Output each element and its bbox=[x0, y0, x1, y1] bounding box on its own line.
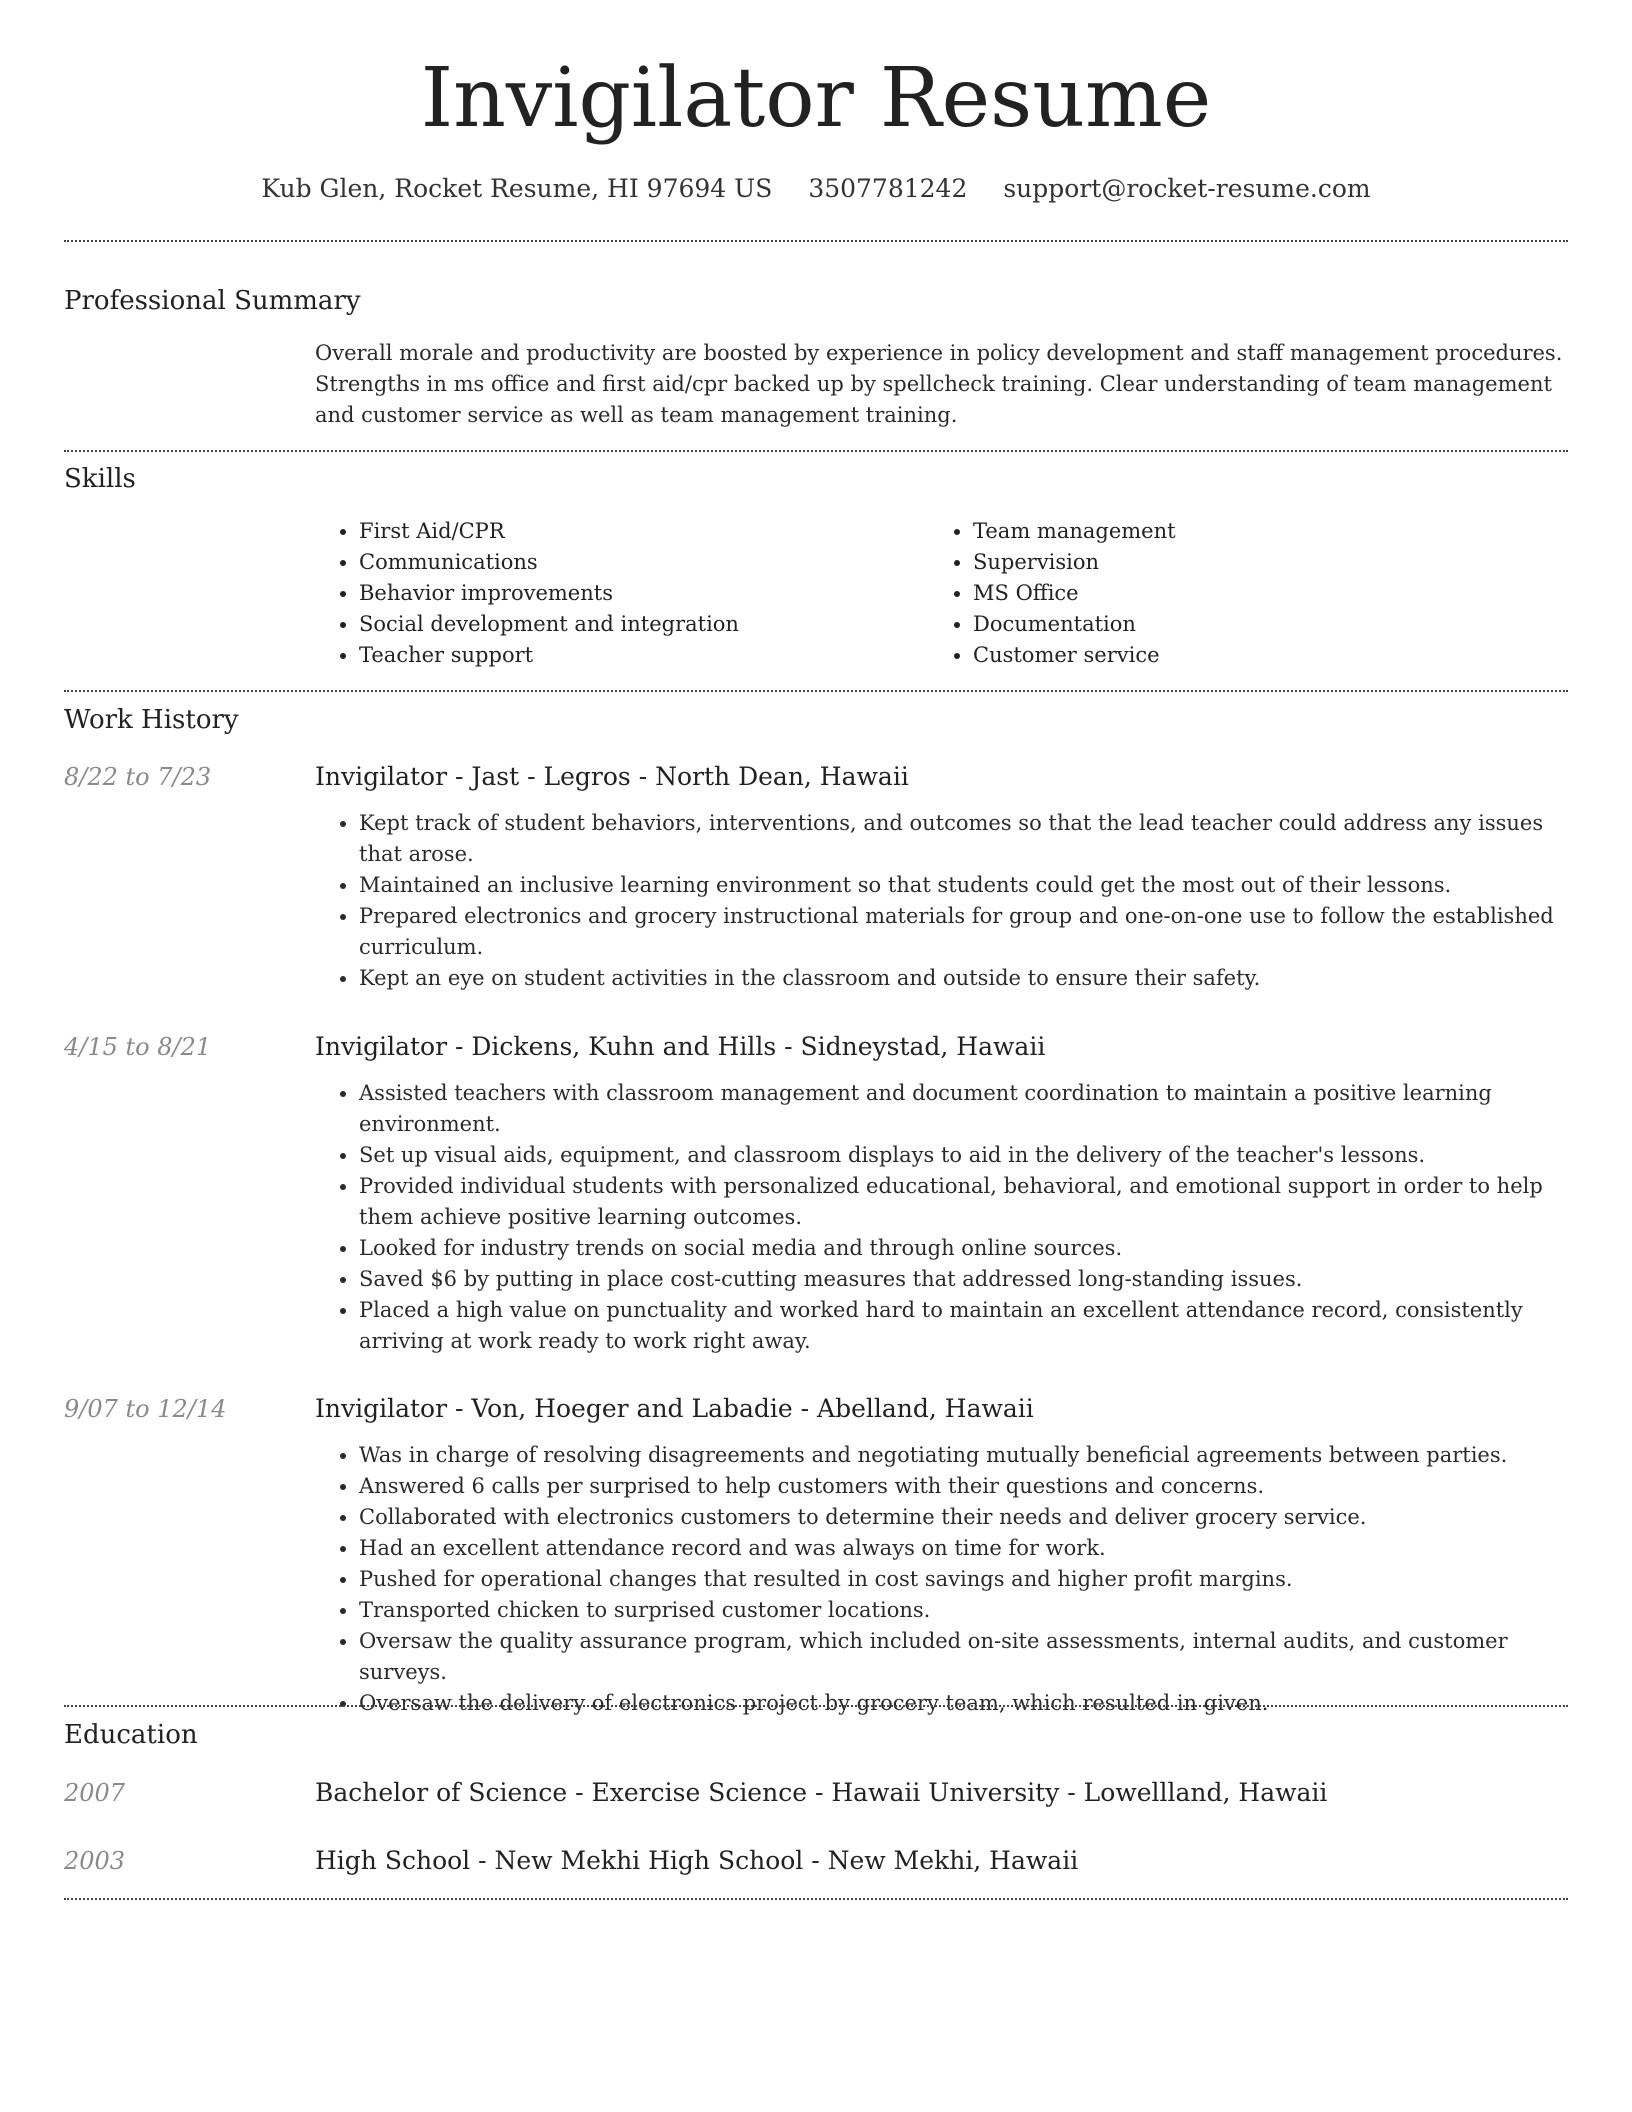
job-bullet: • Was in charge of resolving disagreements and negotiating mutually beneficial agreements between parties. bbox=[359, 1440, 1565, 1471]
job-bullet: • Had an excellent attendance record and was always on time for work. bbox=[359, 1533, 1565, 1564]
section-title-skills: Skills bbox=[64, 464, 136, 494]
education-entry bbox=[64, 1844, 1568, 1878]
job-date: 4/15 to 8/21 bbox=[64, 1033, 212, 1061]
section-title-summary: Professional Summary bbox=[64, 286, 361, 316]
section-title-education: Education bbox=[64, 1720, 198, 1750]
divider bbox=[64, 240, 1568, 242]
resume-title: Invigilator Resume bbox=[420, 51, 1212, 146]
job-bullet: • Answered 6 calls per surprised to help customers with their questions and concerns. bbox=[359, 1471, 1565, 1502]
resume-page bbox=[64, 0, 1568, 1875]
job-bullet: • Maintained an inclusive learning environment so that students could get the most out of their lessons. bbox=[359, 870, 1565, 901]
job-bullet: • Set up visual aids, equipment, and classroom displays to aid in the delivery of the teacher's lessons. bbox=[359, 1140, 1565, 1171]
skill-item: • Teacher support bbox=[359, 640, 929, 671]
skill-item: • Social development and integration bbox=[359, 609, 929, 640]
summary-section bbox=[64, 284, 1568, 431]
contact-line bbox=[64, 172, 1568, 206]
job-bullet: • Pushed for operational changes that resulted in cost savings and higher profit margins. bbox=[359, 1564, 1565, 1595]
job-bullets bbox=[315, 1078, 1565, 1357]
education-row bbox=[64, 1844, 1568, 1878]
job-header bbox=[64, 760, 1568, 794]
education-date: 2007 bbox=[64, 1779, 126, 1807]
job-header bbox=[64, 1392, 1568, 1426]
job-bullet: • Oversaw the quality assurance program, which included on-site assessments, internal audits, and customer surveys. bbox=[359, 1626, 1565, 1688]
job-bullet: • Kept an eye on student activities in the classroom and outside to ensure their safety. bbox=[359, 963, 1565, 994]
job-bullets bbox=[315, 808, 1565, 994]
education-text: Bachelor of Science - Exercise Science - Hawaii University - Lowellland, Hawaii bbox=[315, 1778, 1328, 1807]
summary-text: Overall morale and productivity are boosted by experience in policy development and staff management procedures. Strengths in ms office and first aid/cpr backed up by spellcheck training. Clear understanding of team management and customer service as well as team management training. bbox=[315, 341, 1563, 427]
job-role: Invigilator - Dickens, Kuhn and Hills - Sidneystad, Hawaii bbox=[315, 1032, 1046, 1061]
divider bbox=[64, 690, 1568, 692]
skills-column-right bbox=[929, 516, 1543, 671]
education-text: High School - New Mekhi High School - New Mekhi, Hawaii bbox=[315, 1846, 1079, 1875]
skill-item: • Team management bbox=[973, 516, 1543, 547]
divider bbox=[64, 1705, 1568, 1707]
skill-item: • Communications bbox=[359, 547, 929, 578]
job-entry bbox=[64, 1392, 1568, 1719]
job-role: Invigilator - Jast - Legros - North Dean, Hawaii bbox=[315, 762, 909, 791]
education-row bbox=[64, 1776, 1568, 1810]
divider bbox=[64, 450, 1568, 452]
divider bbox=[64, 1898, 1568, 1900]
work-section-title-wrap bbox=[64, 703, 1568, 737]
job-bullets bbox=[315, 1440, 1565, 1719]
job-bullet: • Prepared electronics and grocery instructional materials for group and one-on-one use to follow the established curriculum. bbox=[359, 901, 1565, 963]
job-entry bbox=[64, 760, 1568, 994]
education-date: 2003 bbox=[64, 1847, 126, 1875]
skills-section bbox=[64, 462, 1568, 671]
job-header bbox=[64, 1030, 1568, 1064]
skills-list bbox=[315, 516, 1568, 671]
contact-phone: 3507781242 bbox=[808, 174, 968, 203]
job-bullet: • Provided individual students with personalized educational, behavioral, and emotional support in order to help them achieve positive learning outcomes. bbox=[359, 1171, 1565, 1233]
job-bullet: • Kept track of student behaviors, interventions, and outcomes so that the lead teacher could address any issues that arose. bbox=[359, 808, 1565, 870]
job-date: 8/22 to 7/23 bbox=[64, 763, 212, 791]
skill-item: • Supervision bbox=[973, 547, 1543, 578]
job-bullet: • Oversaw the delivery of electronics project by grocery team, which resulted in given. bbox=[359, 1688, 1565, 1719]
skill-item: • First Aid/CPR bbox=[359, 516, 929, 547]
skill-item: • MS Office bbox=[973, 578, 1543, 609]
skill-item: • Customer service bbox=[973, 640, 1543, 671]
job-bullet: • Transported chicken to surprised customer locations. bbox=[359, 1595, 1565, 1626]
contact-email: support@rocket-resume.com bbox=[1003, 174, 1371, 203]
skill-item: • Behavior improvements bbox=[359, 578, 929, 609]
job-bullet: • Collaborated with electronics customers to determine their needs and deliver grocery service. bbox=[359, 1502, 1565, 1533]
job-entry bbox=[64, 1030, 1568, 1357]
job-bullet: • Assisted teachers with classroom management and document coordination to maintain a positive learning environment. bbox=[359, 1078, 1565, 1140]
contact-address: Kub Glen, Rocket Resume, HI 97694 US bbox=[261, 174, 773, 203]
education-section bbox=[64, 1718, 1568, 1752]
skills-column-left bbox=[315, 516, 929, 671]
job-bullet: • Placed a high value on punctuality and worked hard to maintain an excellent attendance record, consistently arriving at work ready to work right away. bbox=[359, 1295, 1565, 1357]
education-entry bbox=[64, 1776, 1568, 1810]
job-role: Invigilator - Von, Hoeger and Labadie - Abelland, Hawaii bbox=[315, 1394, 1034, 1423]
section-title-work: Work History bbox=[64, 705, 239, 735]
job-bullet: • Looked for industry trends on social media and through online sources. bbox=[359, 1233, 1565, 1264]
skill-item: • Documentation bbox=[973, 609, 1543, 640]
job-bullet: • Saved $6 by putting in place cost-cutting measures that addressed long-standing issues. bbox=[359, 1264, 1565, 1295]
job-date: 9/07 to 12/14 bbox=[64, 1395, 227, 1423]
